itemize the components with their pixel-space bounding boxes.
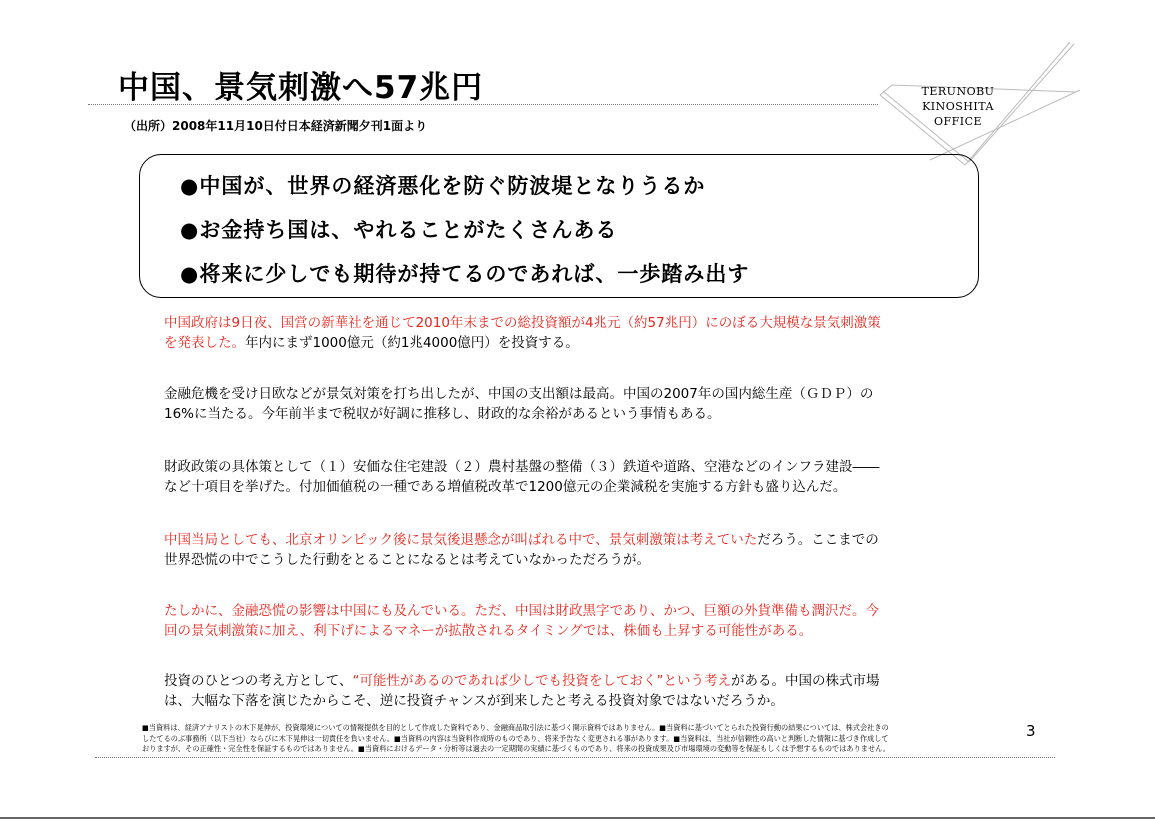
logo-line-1: TERUNOBU bbox=[921, 85, 995, 98]
paragraph-4-line-1-red: 中国当局としても、北京オリンピック後に景気後退懸念が叫ばれる中で、景気刺激策は考えていた bbox=[164, 532, 758, 548]
paragraph-5-line-1: たしかに、金融恐慌の影響は中国にも及んでいる。ただ、中国は財政黒字であり、かつ、巨額の外貨準備も潤沢だ。今 bbox=[164, 603, 879, 619]
paragraph-6-line-1-b: がある。中国の株式市場 bbox=[730, 673, 880, 689]
paragraph-6-line-2: は、大幅な下落を演じたからこそ、逆に投資チャンスが到来したと考える投資対象ではないだろうか。 bbox=[164, 693, 784, 709]
disclaimer bbox=[142, 723, 1012, 755]
footer-rule bbox=[95, 757, 1055, 758]
page-title: 中国、景気刺激へ57兆円 bbox=[118, 70, 484, 106]
paragraph-4 bbox=[164, 530, 974, 570]
page-number: 3 bbox=[1026, 722, 1036, 740]
paragraph-3-line-2: など十項目を挙げた。付加価値税の一種である増値税改革で1200億元の企業減税を実施する方針も盛り込んだ。 bbox=[164, 479, 847, 495]
paragraph-2-line-2: 16%に当たる。今年前半まで税収が好調に推移し、財政的な余裕があるという事情もある。 bbox=[164, 406, 721, 422]
paragraph-1-line-1: 中国政府は9日夜、国営の新華社を通じて2010年末までの総投資額が4兆元（約57兆円）にのぼる大規模な景気刺激策 bbox=[164, 315, 881, 331]
key-point-1: ●中国が、世界の経済悪化を防ぐ防波堤となりうるか bbox=[180, 174, 706, 198]
office-logo-text bbox=[912, 84, 1004, 129]
source-note: （出所）2008年11月10日付日本経済新聞夕刊1面より bbox=[124, 119, 428, 133]
key-point-3: ●将来に少しでも期待が持てるのであれば、一歩踏み出す bbox=[180, 262, 750, 286]
disclaimer-line-1: ■当資料は、経済アナリストの木下晃伸が、投資環境についての情報提供を目的として作成した資料であり、金融商品取引法に基づく開示資料ではありません。■当資料に基づいてとられた投資行動の結果については、株式会社きの bbox=[142, 723, 889, 732]
paragraph-4-line-1: だろう。ここまでの bbox=[757, 532, 879, 548]
title-underline bbox=[88, 104, 878, 105]
logo-line-3: OFFICE bbox=[933, 115, 983, 128]
disclaimer-line-3: おりますが、その正確性・完全性を保証するものではありません。■当資料におけるデータ・分析等は過去の一定期間の実績に基づくものであり、将来の投資成果及び市場環境の変動等を保証もしくは予想するものではありません。 bbox=[142, 744, 890, 753]
key-point-2: ●お金持ち国は、やれることがたくさんある bbox=[180, 218, 618, 242]
paragraph-2 bbox=[164, 384, 974, 424]
paragraph-6-line-1-a: 投資のひとつの考え方として、 bbox=[164, 673, 353, 689]
paragraph-1-line-2-red: を発表した。 bbox=[164, 335, 245, 351]
paragraph-6-line-1-red: “可能性があるのであれば少しでも投資をしておく”という考え bbox=[352, 673, 731, 689]
paragraph-6 bbox=[164, 671, 974, 711]
paragraph-1 bbox=[164, 313, 974, 353]
paragraph-5-line-2: 回の景気刺激策に加え、利下げによるマネーが拡散されるタイミングでは、株価も上昇する可能性がある。 bbox=[164, 623, 813, 639]
paragraph-5 bbox=[164, 601, 974, 641]
paragraph-2-line-1: 金融危機を受け日欧などが景気対策を打ち出したが、中国の支出額は最高。中国の2007年の国内総生産（ＧＤＰ）の bbox=[164, 386, 874, 402]
paragraph-3-line-1: 財政政策の具体策として（１）安価な住宅建設（２）農村基盤の整備（３）鉄道や道路、空港などのインフラ建設―― bbox=[164, 459, 880, 475]
paragraph-1-line-2: 年内にまず1000億元（約1兆4000億円）を投資する。 bbox=[245, 335, 579, 351]
paragraph-4-line-2: 世界恐慌の中でこうした行動をとることになるとは考えていなかっただろうが。 bbox=[164, 552, 650, 568]
paragraph-3 bbox=[164, 457, 974, 497]
logo-line-2: KINOSHITA bbox=[922, 100, 994, 113]
disclaimer-line-2: したてるのぶ事務所（以下当社）ならびに木下晃伸は一切責任を負いません。■当資料の内容は当資料作成時のものであり、将来予告なく変更される事があります。■当資料は、当社が信頼性の高いと判断した情報に基づき作成して bbox=[142, 733, 889, 743]
